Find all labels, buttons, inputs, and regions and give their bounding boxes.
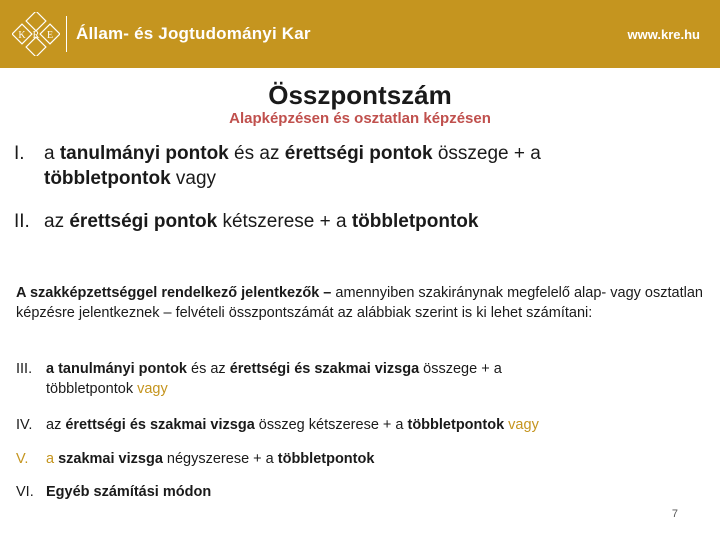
text-run-bold: Egyéb számítási módon bbox=[46, 484, 212, 500]
text-run-accent: vagy bbox=[504, 417, 539, 433]
list-number: IV. bbox=[16, 417, 33, 433]
text-run-bold: érettségi és szakmai vizsga bbox=[229, 361, 420, 377]
header-band bbox=[0, 0, 720, 68]
logo-divider bbox=[66, 16, 67, 52]
text-run: amennyiben szakiránynak megfelelő alap- vagy osztatlan képzésre jelentkeznek – felvételi összpontszámát az alábbiak szerint is ki lehet számítani: bbox=[16, 285, 703, 321]
list-number: V. bbox=[16, 451, 29, 467]
text-run: a bbox=[44, 143, 60, 164]
text-run-bold: többletpontok bbox=[351, 211, 479, 232]
list-number: I. bbox=[14, 143, 25, 164]
text-run-bold: tanulmányi pontok bbox=[59, 143, 229, 164]
list-number: VI. bbox=[16, 484, 34, 500]
website-link[interactable]: www.kre.hu bbox=[627, 27, 700, 42]
text-run-bold: érettségi pontok bbox=[284, 143, 433, 164]
text-run-bold: érettségi és szakmai vizsga bbox=[65, 417, 255, 433]
text-run: az bbox=[46, 417, 66, 433]
faculty-name: Állam- és Jogtudományi Kar bbox=[76, 24, 311, 43]
text-run: és az bbox=[187, 361, 230, 377]
text-run: többletpontok bbox=[46, 381, 134, 397]
list-item-iii bbox=[16, 359, 706, 399]
list-item-i bbox=[14, 141, 704, 191]
intro-paragraph bbox=[16, 283, 706, 323]
text-run-bold: többletpontok bbox=[277, 451, 375, 467]
text-run-bold: érettségi pontok bbox=[69, 211, 218, 232]
list-item-ii bbox=[14, 209, 704, 234]
text-run-accent: a bbox=[46, 451, 59, 467]
text-run: összege + a bbox=[419, 361, 502, 377]
text-run-bold: szakmai vizsga bbox=[58, 451, 163, 467]
logo-letter-r: R bbox=[32, 30, 40, 41]
list-item-v bbox=[16, 449, 706, 469]
text-run-bold: többletpontok bbox=[407, 417, 505, 433]
page-number: 7 bbox=[671, 508, 678, 520]
text-run-bold: a tanulmányi pontok bbox=[46, 361, 187, 377]
logo-letter-k: K bbox=[18, 30, 26, 41]
text-run: vagy bbox=[170, 168, 217, 189]
list-item-iv bbox=[16, 415, 706, 435]
list-number: III. bbox=[16, 361, 33, 377]
text-run-accent: vagy bbox=[133, 381, 168, 397]
list-number: II. bbox=[14, 211, 30, 232]
logo-letter-e: E bbox=[46, 30, 54, 41]
page-subtitle: Alapképzésen és osztatlan képzésen bbox=[229, 110, 491, 127]
text-run: összeg kétszerese + a bbox=[254, 417, 408, 433]
text-run: és az bbox=[228, 143, 285, 164]
text-run: összege + a bbox=[432, 143, 541, 164]
kre-logo-icon bbox=[12, 12, 60, 56]
text-run-bold: többletpontok bbox=[44, 168, 171, 189]
text-run: négyszerese + a bbox=[162, 451, 278, 467]
text-run-bold: A szakképzettséggel rendelkező jelentkezők – bbox=[16, 285, 332, 301]
page-title: Összpontszám bbox=[268, 80, 452, 110]
list-item-vi bbox=[16, 482, 706, 502]
text-run: az bbox=[44, 211, 70, 232]
text-run: kétszerese + a bbox=[217, 211, 352, 232]
